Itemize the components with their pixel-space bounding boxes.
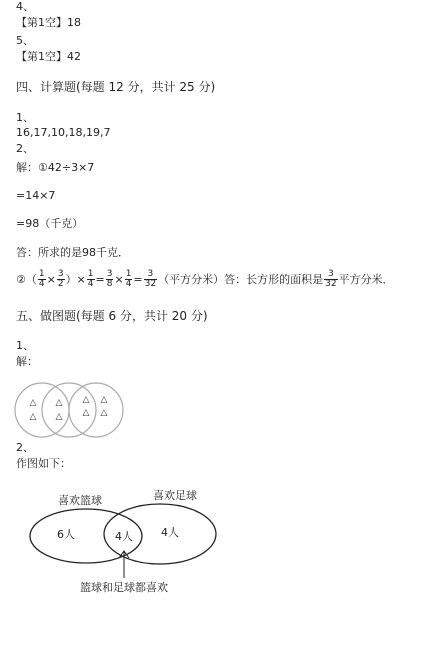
both-count: 4人 [115,530,133,543]
triangle-icon: △ [82,408,90,418]
both-caption: 篮球和足球都喜欢 [80,581,168,594]
fraction-2 [57,270,65,289]
s4-q1-number: 1、 [16,111,34,124]
s4-q2-number: 2、 [16,142,34,155]
basketball-only-count: 6人 [57,528,75,541]
q5-answer: 【第1空】42 [16,50,81,63]
p2-eq2: = [133,272,143,286]
s5-q2-label: 作图如下： [16,457,71,470]
s4-q2-part2 [16,270,394,289]
football-only-count: 4人 [161,526,179,539]
p2-op1: × [46,272,56,286]
q4-number: 4、 [16,0,34,13]
s5-q2-number: 2、 [16,441,34,454]
s4-q2-line1: 解：①42÷3×7 [16,161,95,174]
fraction-7 [324,270,337,289]
s4-q2-line4: 答：所求的是98千克． [16,246,129,259]
p2-op2: × [114,272,124,286]
section5-title: 五、做图题(每题 6 分，共计 20 分) [16,309,208,323]
fraction-5-den: 4 [125,279,132,289]
section4-title: 四、计算题(每题 12 分，共计 25 分) [16,80,216,94]
fraction-4-num: 3 [106,269,113,279]
fraction-6 [144,270,157,289]
fraction-6-num: 3 [144,270,157,280]
q4-answer: 【第1空】18 [16,16,81,29]
s4-q2-line3: =98（千克） [16,217,84,230]
q5-number: 5、 [16,34,34,47]
triangle-icon: △ [100,408,108,418]
fraction-1 [38,270,46,289]
fraction-4-den: 8 [106,279,113,289]
three-circles-diagram [14,380,126,440]
fraction-5-num: 1 [125,269,132,279]
p2-mid: ）× [65,272,86,286]
triangle-icon: △ [55,412,63,422]
p2-prefix: ②（ [16,272,37,286]
triangle-icon: △ [29,412,37,422]
fraction-5 [125,270,133,289]
fraction-2-num: 3 [57,269,64,279]
fraction-3-num: 1 [87,269,94,279]
p2-suffix1: （平方分米）答：长方形的面积是 [158,272,324,286]
fraction-3 [87,270,95,289]
triangle-icon: △ [29,398,37,408]
fraction-7-num: 3 [324,270,337,280]
basketball-title: 喜欢篮球 [58,494,102,507]
fraction-1-den: 4 [38,279,45,289]
s4-q1-answer: 16,17,10,18,19,7 [16,126,111,139]
triangle-icon: △ [82,395,90,405]
s5-q1-number: 1、 [16,339,34,352]
fraction-3-den: 4 [87,279,94,289]
venn-diagram [20,484,230,600]
p2-suffix2: 平方分米． [338,272,394,286]
p2-eq1: = [95,272,105,286]
fraction-4 [106,270,114,289]
triangle-icon: △ [55,398,63,408]
triangle-icon: △ [100,395,108,405]
football-title: 喜欢足球 [153,489,197,502]
s5-q1-label: 解： [16,355,38,368]
s4-q2-line2: =14×7 [16,189,56,202]
fraction-2-den: 2 [57,279,64,289]
fraction-6-den: 32 [144,279,157,289]
fraction-7-den: 32 [325,279,337,289]
fraction-1-num: 1 [38,269,45,279]
